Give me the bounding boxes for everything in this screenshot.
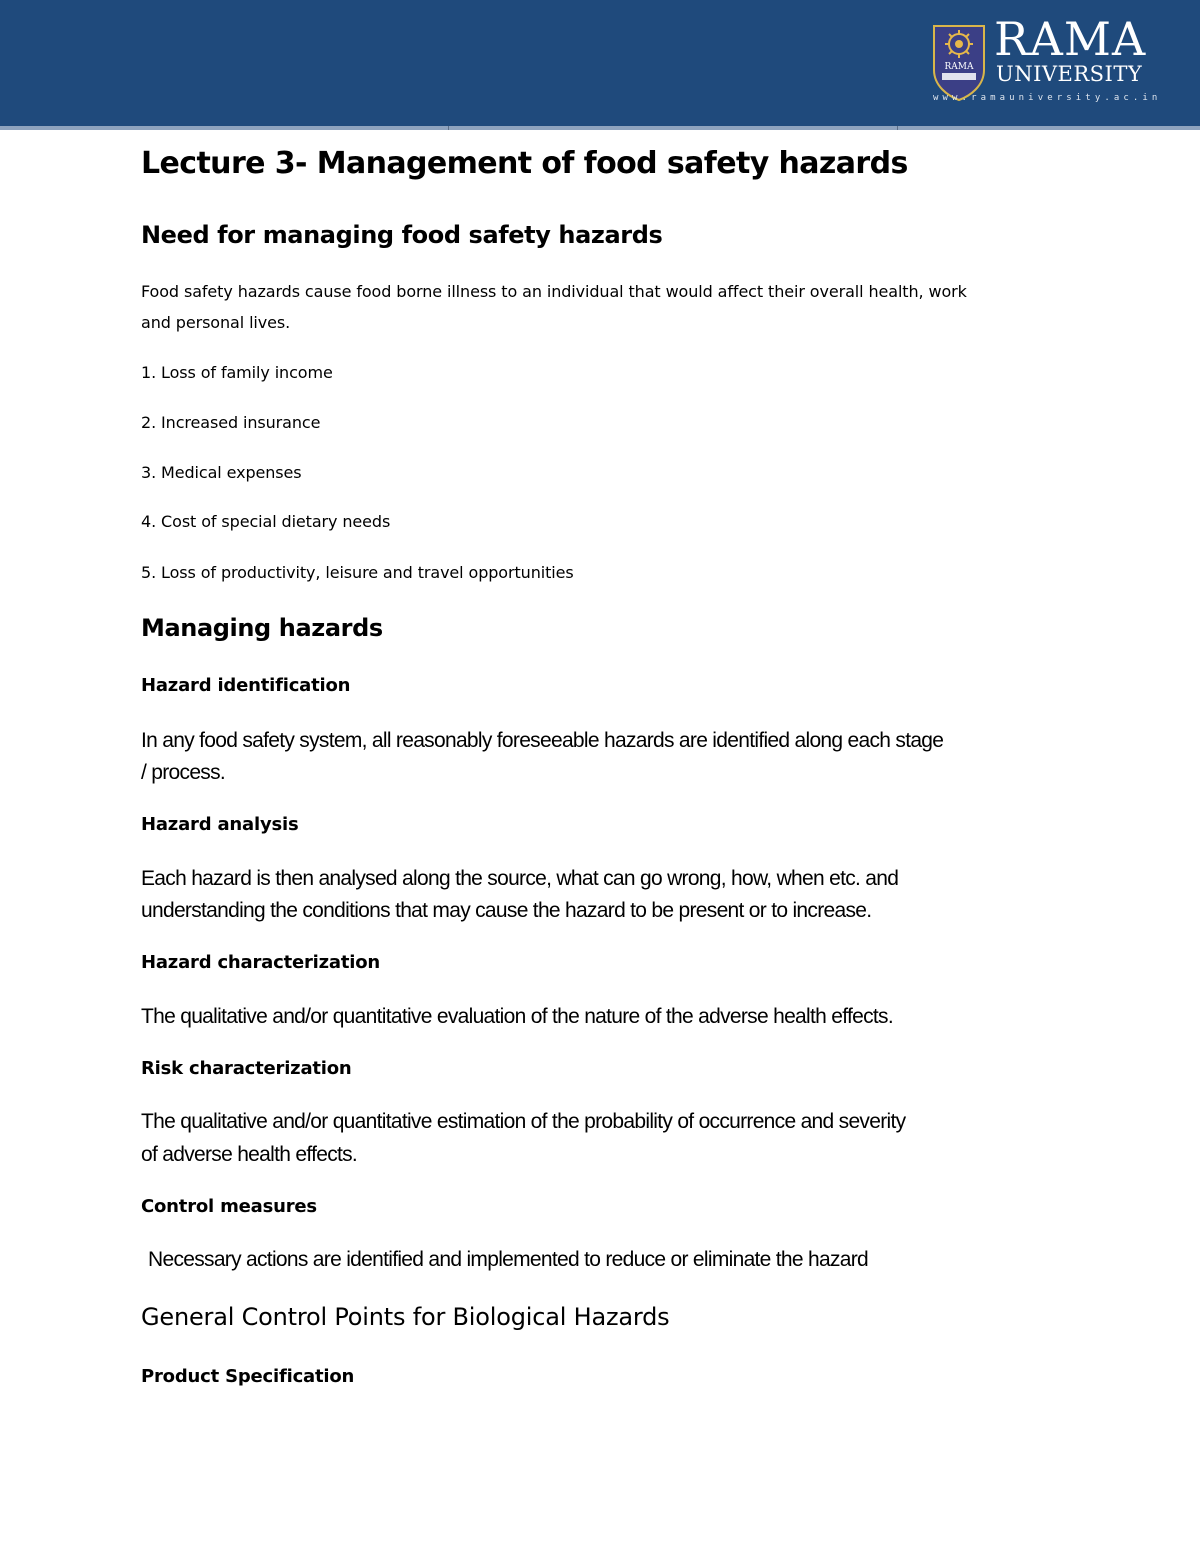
list-item: 3. Medical expenses — [141, 463, 302, 482]
page-title: Lecture 3- Management of food safety hazards — [141, 146, 908, 181]
header-rule-tick — [897, 126, 898, 130]
section-heading-need: Need for managing food safety hazards — [141, 221, 663, 249]
logo-subtitle: UNIVERSITY — [996, 62, 1143, 86]
subsection-text-control-measures: Necessary actions are identified and implemented to reduce or eliminate the hazard — [148, 1248, 869, 1271]
subsection-text-identification-line-2: / process. — [141, 761, 226, 784]
university-crest-icon — [930, 22, 988, 102]
list-item: 2. Increased insurance — [141, 413, 321, 432]
list-item: 5. Loss of productivity, leisure and travel opportunities — [141, 563, 574, 582]
subsection-text-risk-characterization-line-2: of adverse health effects. — [141, 1143, 358, 1166]
logo-url: www.ramauniversity.ac.in — [933, 93, 1162, 103]
university-logo — [930, 12, 1175, 110]
subsection-title-product-specification: Product Specification — [141, 1366, 355, 1387]
header-rule — [0, 126, 1200, 130]
subsection-text-hazard-characterization: The qualitative and/or quantitative evaluation of the nature of the adverse health effects. — [141, 1005, 893, 1028]
list-item: 1. Loss of family income — [141, 363, 333, 382]
subsection-text-analysis-line-2: understanding the conditions that may cause the hazard to be present or to increase. — [141, 899, 872, 922]
section-heading-managing: Managing hazards — [141, 614, 383, 642]
subsection-title-analysis: Hazard analysis — [141, 814, 299, 835]
subsection-title-identification: Hazard identification — [141, 675, 351, 696]
logo-name: RAMA — [994, 12, 1147, 66]
crest-name: RAMA — [944, 62, 974, 72]
need-intro-line-1: Food safety hazards cause food borne illness to an individual that would affect their overall health, work — [141, 282, 967, 301]
list-item: 4. Cost of special dietary needs — [141, 512, 391, 531]
section-heading-biological: General Control Points for Biological Hazards — [141, 1303, 670, 1331]
subsection-text-risk-characterization-line-1: The qualitative and/or quantitative estimation of the probability of occurrence and severity — [141, 1110, 906, 1133]
subsection-title-hazard-characterization: Hazard characterization — [141, 952, 381, 973]
subsection-title-risk-characterization: Risk characterization — [141, 1058, 352, 1079]
subsection-text-identification-line-1: In any food safety system, all reasonably foreseeable hazards are identified along each stage — [141, 729, 944, 752]
subsection-title-control-measures: Control measures — [141, 1196, 317, 1217]
subsection-text-analysis-line-1: Each hazard is then analysed along the source, what can go wrong, how, when etc. and — [141, 867, 899, 890]
need-intro-line-2: and personal lives. — [141, 313, 291, 332]
header-rule-tick — [448, 126, 449, 130]
